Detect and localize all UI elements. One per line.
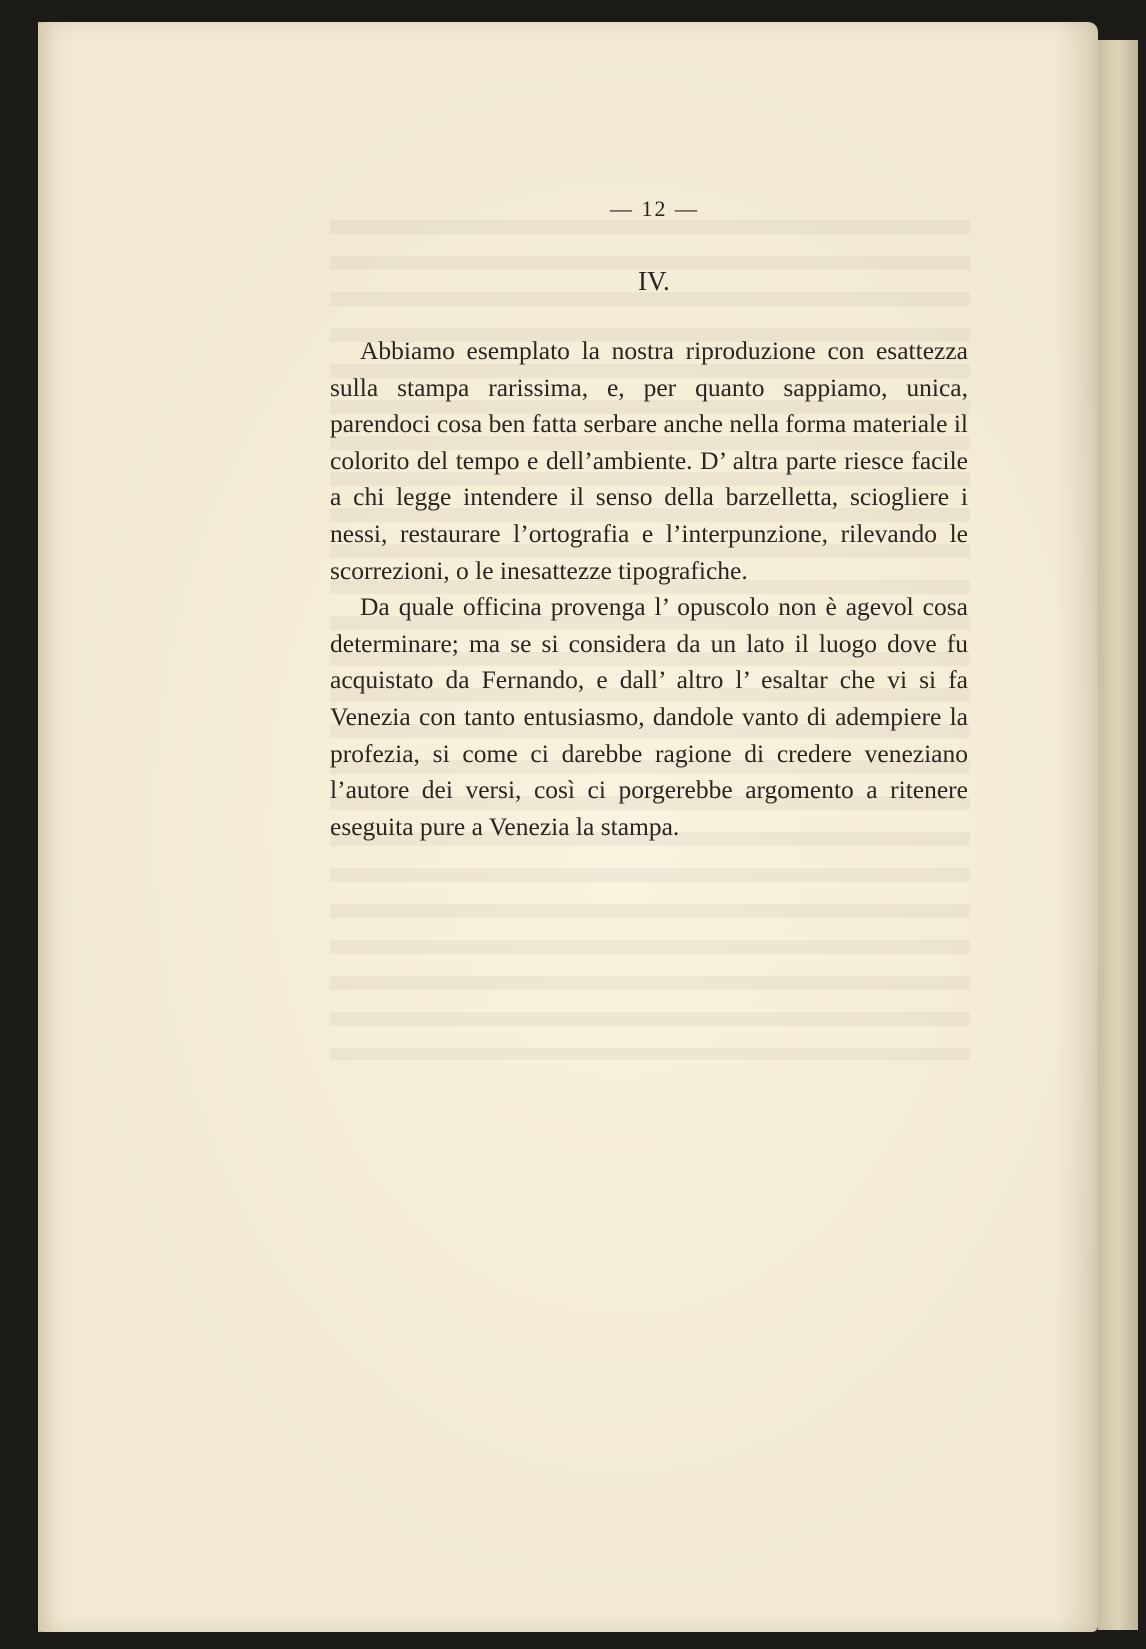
next-page-edge bbox=[1096, 40, 1138, 1630]
chapter-heading: IV. bbox=[638, 266, 670, 296]
paragraph: Abbiamo esemplato la nostra riproduzione con esattezza sulla stampa rarissima, e, per quanto sappiamo, unica, parendoci cosa ben fatta serbare anche nella forma materiale il colorito del tempo e dell’ambiente. D’ altra parte riesce facile a chi legge intendere il senso della barzelletta, sciogliere i nessi, restaurare l’ortografia e l’interpunzione, rilevando le scorrezioni, o le inesattezze tipografiche. bbox=[330, 336, 968, 585]
page-number: — 12 — bbox=[610, 196, 699, 221]
paragraph: Da quale officina provenga l’ opuscolo non è agevol cosa determinare; ma se si considera da un lato il luogo dove fu acquistato da Fernando, e dall’ altro l’ esaltar che vi si fa Venezia con tanto entusiasmo, dandole vanto di adempiere la profezia, si come ci darebbe ragione di credere veneziano l’autore dei versi, così ci porgerebbe argomento a ritenere eseguita pure a Venezia la stampa. bbox=[330, 592, 968, 841]
binding-shadow bbox=[38, 22, 52, 1632]
body-text bbox=[330, 333, 968, 845]
